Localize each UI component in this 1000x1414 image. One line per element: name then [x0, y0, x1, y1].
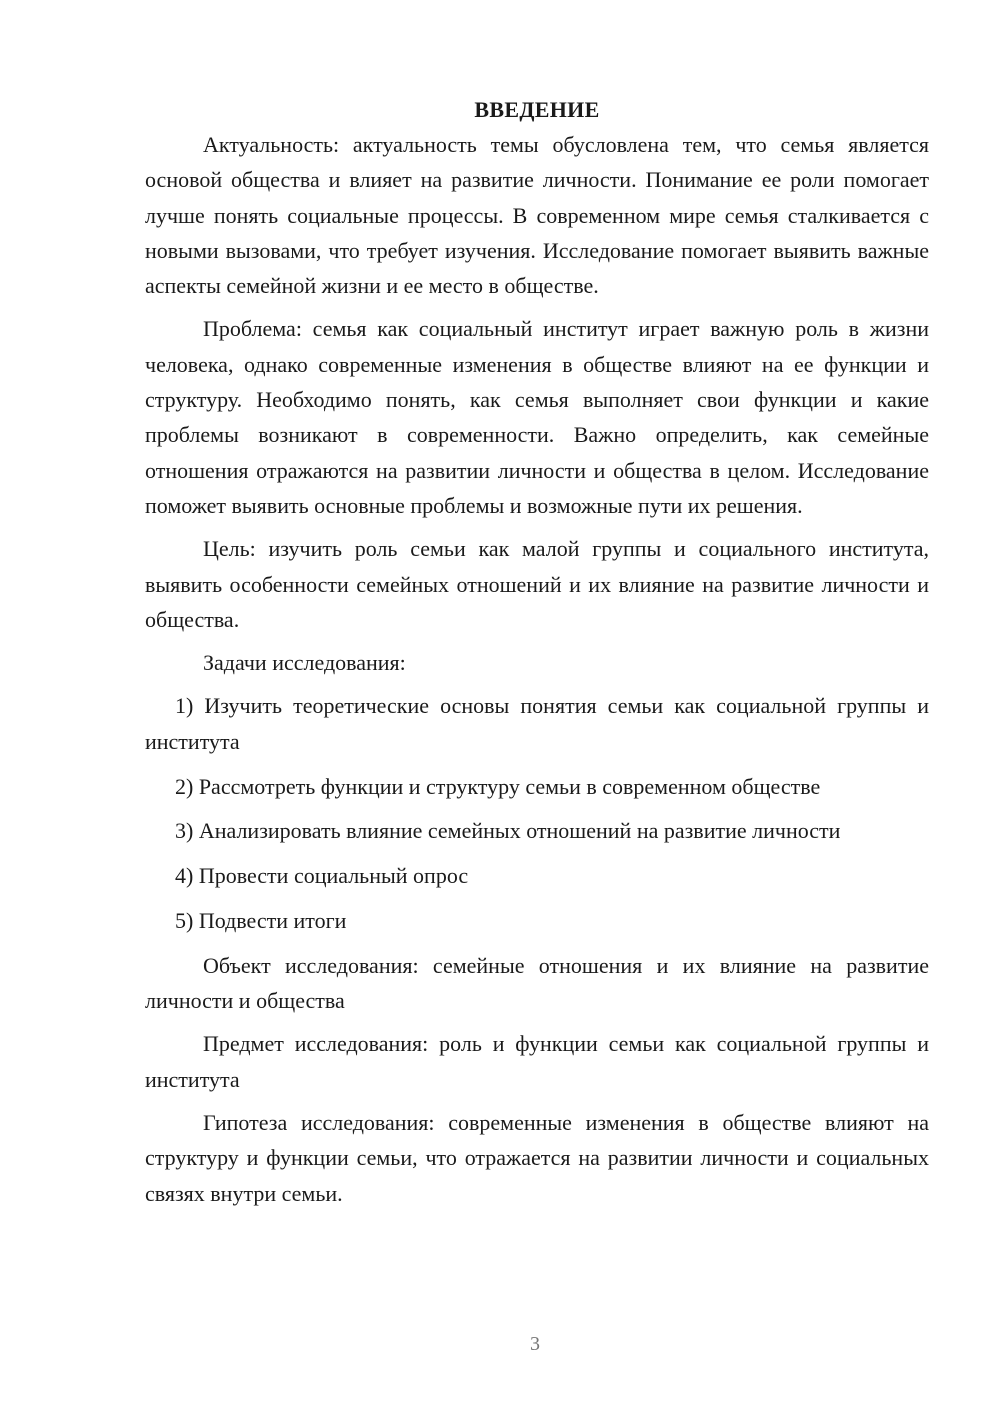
paragraph-problem: Проблема: семья как социальный институт играет важную роль в жизни человека, однако современные изменения в обществе влияют на ее функции и структуру. Необходимо понять, как семья выполняет свои функции и какие проблемы возникают в современности. Важно определить, как семейные отношения отражаются на развитии личности и общества в целом. Исследование поможет выявить основные проблемы и возможные пути их решения.: [145, 316, 929, 518]
paragraph-relevance: Актуальность: актуальность темы обусловлена тем, что семья является основой общества и влияет на развитие личности. Понимание ее роли помогает лучше понять социальные процессы. В современном мире семья сталкивается с новыми вызовами, что требует изучения. Исследование помогает выявить важные аспекты семейной жизни и ее место в обществе.: [145, 132, 929, 299]
task-item: 2) Рассмотреть функции и структуру семьи в современном обществе: [175, 773, 821, 799]
page-title: ВВЕДЕНИЕ: [474, 97, 600, 122]
tasks-list: [145, 688, 929, 938]
paragraph-subject: Предмет исследования: роль и функции семьи как социальной группы и института: [145, 1031, 929, 1092]
paragraph-hypothesis: Гипотеза исследования: современные изменения в обществе влияют на структуру и функции семьи, что отражается на развитии личности и социальных связях внутри семьи.: [145, 1109, 929, 1206]
task-item: 5) Подвести итоги: [175, 907, 347, 933]
task-item: 3) Анализировать влияние семейных отношений на развитие личности: [175, 818, 841, 844]
tasks-heading: Задачи исследования:: [203, 650, 406, 676]
paragraph-object: Объект исследования: семейные отношения и их влияние на развитие личности и общества: [145, 952, 929, 1014]
document-page: [145, 92, 929, 1219]
task-item: 4) Провести социальный опрос: [175, 863, 469, 889]
task-item: 1) Изучить теоретические основы понятия семьи как социальной группы и института: [145, 693, 929, 754]
paragraph-goal: Цель: изучить роль семьи как малой группы и социального института, выявить особенности семейных отношений и их влияние на развитие личности и общества.: [145, 536, 929, 632]
page-number: 3: [530, 1333, 540, 1355]
